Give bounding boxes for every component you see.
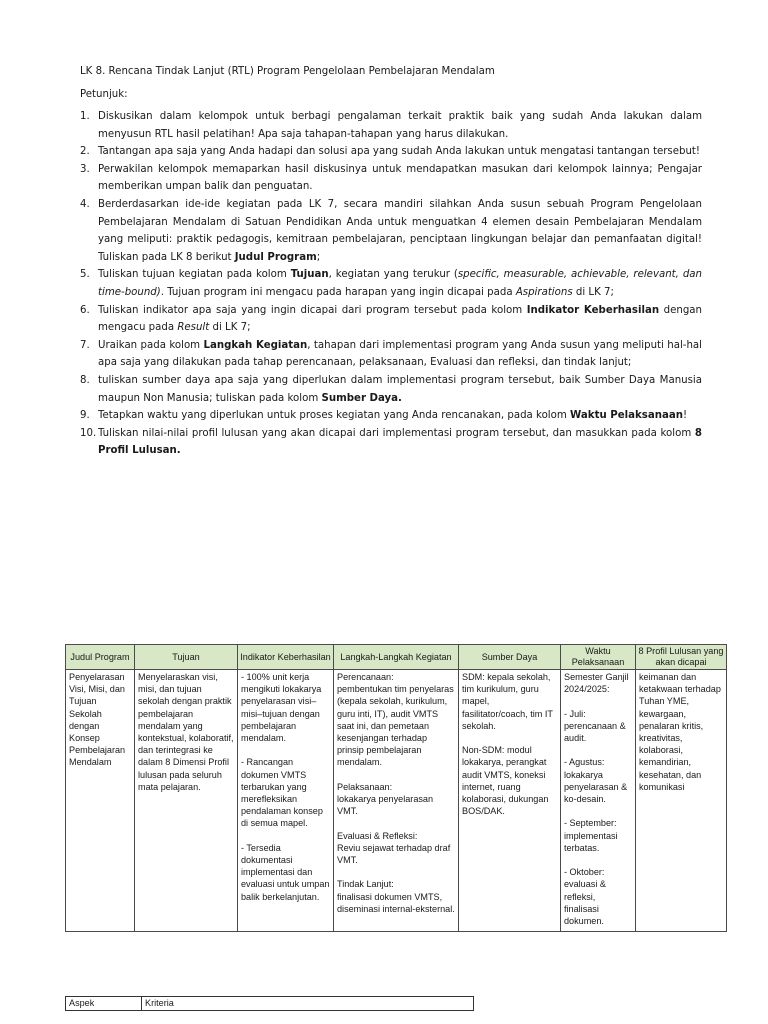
instruction-text: Uraikan pada kolom — [98, 339, 204, 351]
petunjuk-label: Petunjuk: — [80, 89, 128, 100]
aspek-table — [65, 996, 474, 1011]
instruction-text: di LK 7; — [572, 286, 614, 298]
instruction-number: 8. — [80, 374, 90, 386]
instruction-item — [80, 161, 702, 196]
instruction-item — [80, 143, 702, 161]
header-indikator-keberhasilan: Indikator Keberhasilan — [238, 645, 334, 670]
aspek-header-row — [66, 997, 474, 1011]
header-tujuan: Tujuan — [135, 645, 238, 670]
instruction-number: 10. — [80, 427, 97, 439]
instruction-number: 3. — [80, 163, 90, 175]
instruction-item — [80, 372, 702, 407]
rtl-header-row — [66, 645, 727, 670]
instruction-text: Tujuan — [290, 269, 329, 281]
cell-judul-program: Penyelarasan Visi, Misi, dan Tujuan Sekolah dengan Konsep Pembelajaran Mendalam — [66, 670, 135, 932]
rtl-table — [65, 644, 727, 932]
instruction-text: Langkah Kegiatan — [203, 339, 308, 351]
instruction-item — [80, 407, 702, 425]
header-waktu-pelaksanaan: Waktu Pelaksanaan — [561, 645, 636, 670]
instruction-number: 4. — [80, 198, 90, 210]
cell-langkah-kegiatan: Perencanaan: pembentukan tim penyelaras (kepala sekolah, kurikulum, guru inti, IT), audit VMTS saat ini, dan pemetaan kesenjangan terhadap prinsip pembelajaran mendalam. Pelaksanaan: lokakarya penyelarasan VMT. Evaluasi & Refleksi: Reviu sejawat terhadap draf VMT. Tindak Lanjut: finalisasi dokumen VMTS, diseminasi internal-eksternal. — [334, 670, 459, 932]
instruction-text: , kegiatan yang terukur ( — [328, 269, 458, 281]
instruction-text: dengan mengacu pada — [98, 304, 702, 334]
instruction-text: tuliskan sumber daya apa saja yang diperlukan dalam implementasi program tersebut, baik Sumber Daya Manusia maupun Non Manusia; tuliskan pada kolom — [98, 374, 702, 404]
instruction-text: Waktu Pelaksanaan — [570, 410, 683, 422]
instruction-number: 1. — [80, 111, 90, 122]
instruction-number: 5. — [80, 269, 90, 281]
cell-waktu-pelaksanaan: Semester Ganjil 2024/2025: - Juli: perencanaan & audit. - Agustus: lokakarya penyelarasan & ko-desain. - September: implementasi terbatas. - Oktober: evaluasi & refleksi, finalisasi dokumen. — [561, 670, 636, 932]
instruction-text: ; — [316, 251, 321, 263]
instruction-item — [80, 108, 702, 143]
instruction-text: Tuliskan nilai-nilai profil lulusan yang akan dicapai dari implementasi program tersebut, dan masukkan pada kolom — [98, 427, 695, 439]
page-title: LK 8. Rencana Tindak Lanjut (RTL) Program Pengelolaan Pembelajaran Mendalam — [80, 66, 495, 77]
instruction-text: 8 Profil Lulusan. — [98, 427, 702, 457]
instruction-text: ! — [682, 410, 688, 422]
cell-tujuan: Menyelaraskan visi, misi, dan tujuan sekolah dengan praktik pembelajaran mendalam yang kontekstual, kolaboratif, dan terintegrasi ke dalam 8 Dimensi Profil lulusan pada seluruh mata pelajaran. — [135, 670, 238, 932]
instruction-number: 9. — [80, 410, 90, 422]
instruction-text: di LK 7; — [209, 322, 251, 334]
instruction-number: 7. — [80, 339, 90, 351]
header-kriteria: Kriteria — [142, 997, 474, 1011]
header-aspek: Aspek — [66, 997, 142, 1011]
instruction-text: Result — [177, 322, 210, 334]
instruction-text: Judul Program — [234, 251, 317, 263]
instruction-text: , tahapan dari implementasi program yang Anda susun yang meliputi hal-hal apa saja yang dilakukan pada tahap perencanaan, pelaksanaan, Evaluasi dan refleksi, dan tindak lanjut; — [98, 339, 702, 369]
instruction-text: specific, measurable, achievable, relevant, dan time-bound) — [98, 269, 702, 298]
instruction-text: Aspirations — [515, 286, 573, 298]
header-langkah-kegiatan: Langkah-Langkah Kegiatan — [334, 645, 459, 670]
table-row — [66, 670, 727, 932]
instruction-text: . Tujuan program ini mengacu pada harapan yang ingin dicapai pada — [160, 286, 516, 298]
header-judul-program: Judul Program — [66, 645, 135, 670]
instruction-item — [80, 196, 702, 266]
instruction-text: Sumber Daya. — [321, 392, 402, 404]
header-sumber-daya: Sumber Daya — [459, 645, 561, 670]
instruction-text: Berderdasarkan ide-ide kegiatan pada LK 7, secara mandiri silahkan Anda susun sebuah Program Pengelolaan Pembelajaran Mendalam di Satuan Pendidikan Anda untuk menguatkan 4 elemen desain Pembelajaran Mendalam yang meliputi: praktik pedagogis, kemitraan pembelajaran, penciptaan lingkungan belajar dan pemanfaatan digital! Tuliskan pada LK 8 berikut — [98, 198, 702, 263]
instruction-list — [80, 108, 702, 460]
cell-sumber-daya: SDM: kepala sekolah, tim kurikulum, guru mapel, fasilitator/coach, tim IT sekolah. Non-SDM: modul lokakarya, perangkat audit VMTS, koneksi internet, ruang kolaborasi, dukungan BOS/DAK. — [459, 670, 561, 932]
instruction-text: Diskusikan dalam kelompok untuk berbagi pengalaman terkait praktik baik yang sudah Anda lakukan dalam menyusun RTL hasil pelatihan! Apa saja tahapan-tahapan yang harus dilakukan. — [98, 111, 702, 140]
instruction-text: Indikator Keberhasilan — [526, 304, 660, 316]
instruction-item — [80, 425, 702, 460]
instruction-text: Tuliskan indikator apa saja yang ingin dicapai dari program tersebut pada kolom — [98, 304, 527, 316]
instruction-number: 6. — [80, 304, 90, 316]
instruction-item — [80, 266, 702, 301]
instruction-number: 2. — [80, 146, 90, 158]
instruction-text: Tuliskan tujuan kegiatan pada kolom — [98, 269, 291, 281]
header-profil-lulusan: 8 Profil Lulusan yang akan dicapai — [636, 645, 727, 670]
instruction-text: Perwakilan kelompok memaparkan hasil diskusinya untuk mendapatkan masukan dari kelompok lainnya; Pengajar memberikan umpan balik dan penguatan. — [98, 163, 702, 193]
instruction-item — [80, 302, 702, 337]
cell-indikator-keberhasilan: - 100% unit kerja mengikuti lokakarya penyelarasan visi–misi–tujuan dengan pembelajaran mendalam. - Rancangan dokumen VMTS terbarukan yang merefleksikan pendalaman konsep di semua mapel. - Tersedia dokumentasi implementasi dan evaluasi untuk umpan balik berkelanjutan. — [238, 670, 334, 932]
instruction-text: Tetapkan waktu yang diperlukan untuk proses kegiatan yang Anda rencanakan, pada kolom — [98, 410, 571, 422]
instruction-text: Tantangan apa saja yang Anda hadapi dan solusi apa yang sudah Anda lakukan untuk mengatasi tantangan tersebut! — [98, 146, 700, 158]
cell-profil-lulusan: keimanan dan ketakwaan terhadap Tuhan YME, kewargaan, penalaran kritis, kreativitas, kolaborasi, kemandirian, kesehatan, dan komunikasi — [636, 670, 727, 932]
instruction-item — [80, 337, 702, 372]
